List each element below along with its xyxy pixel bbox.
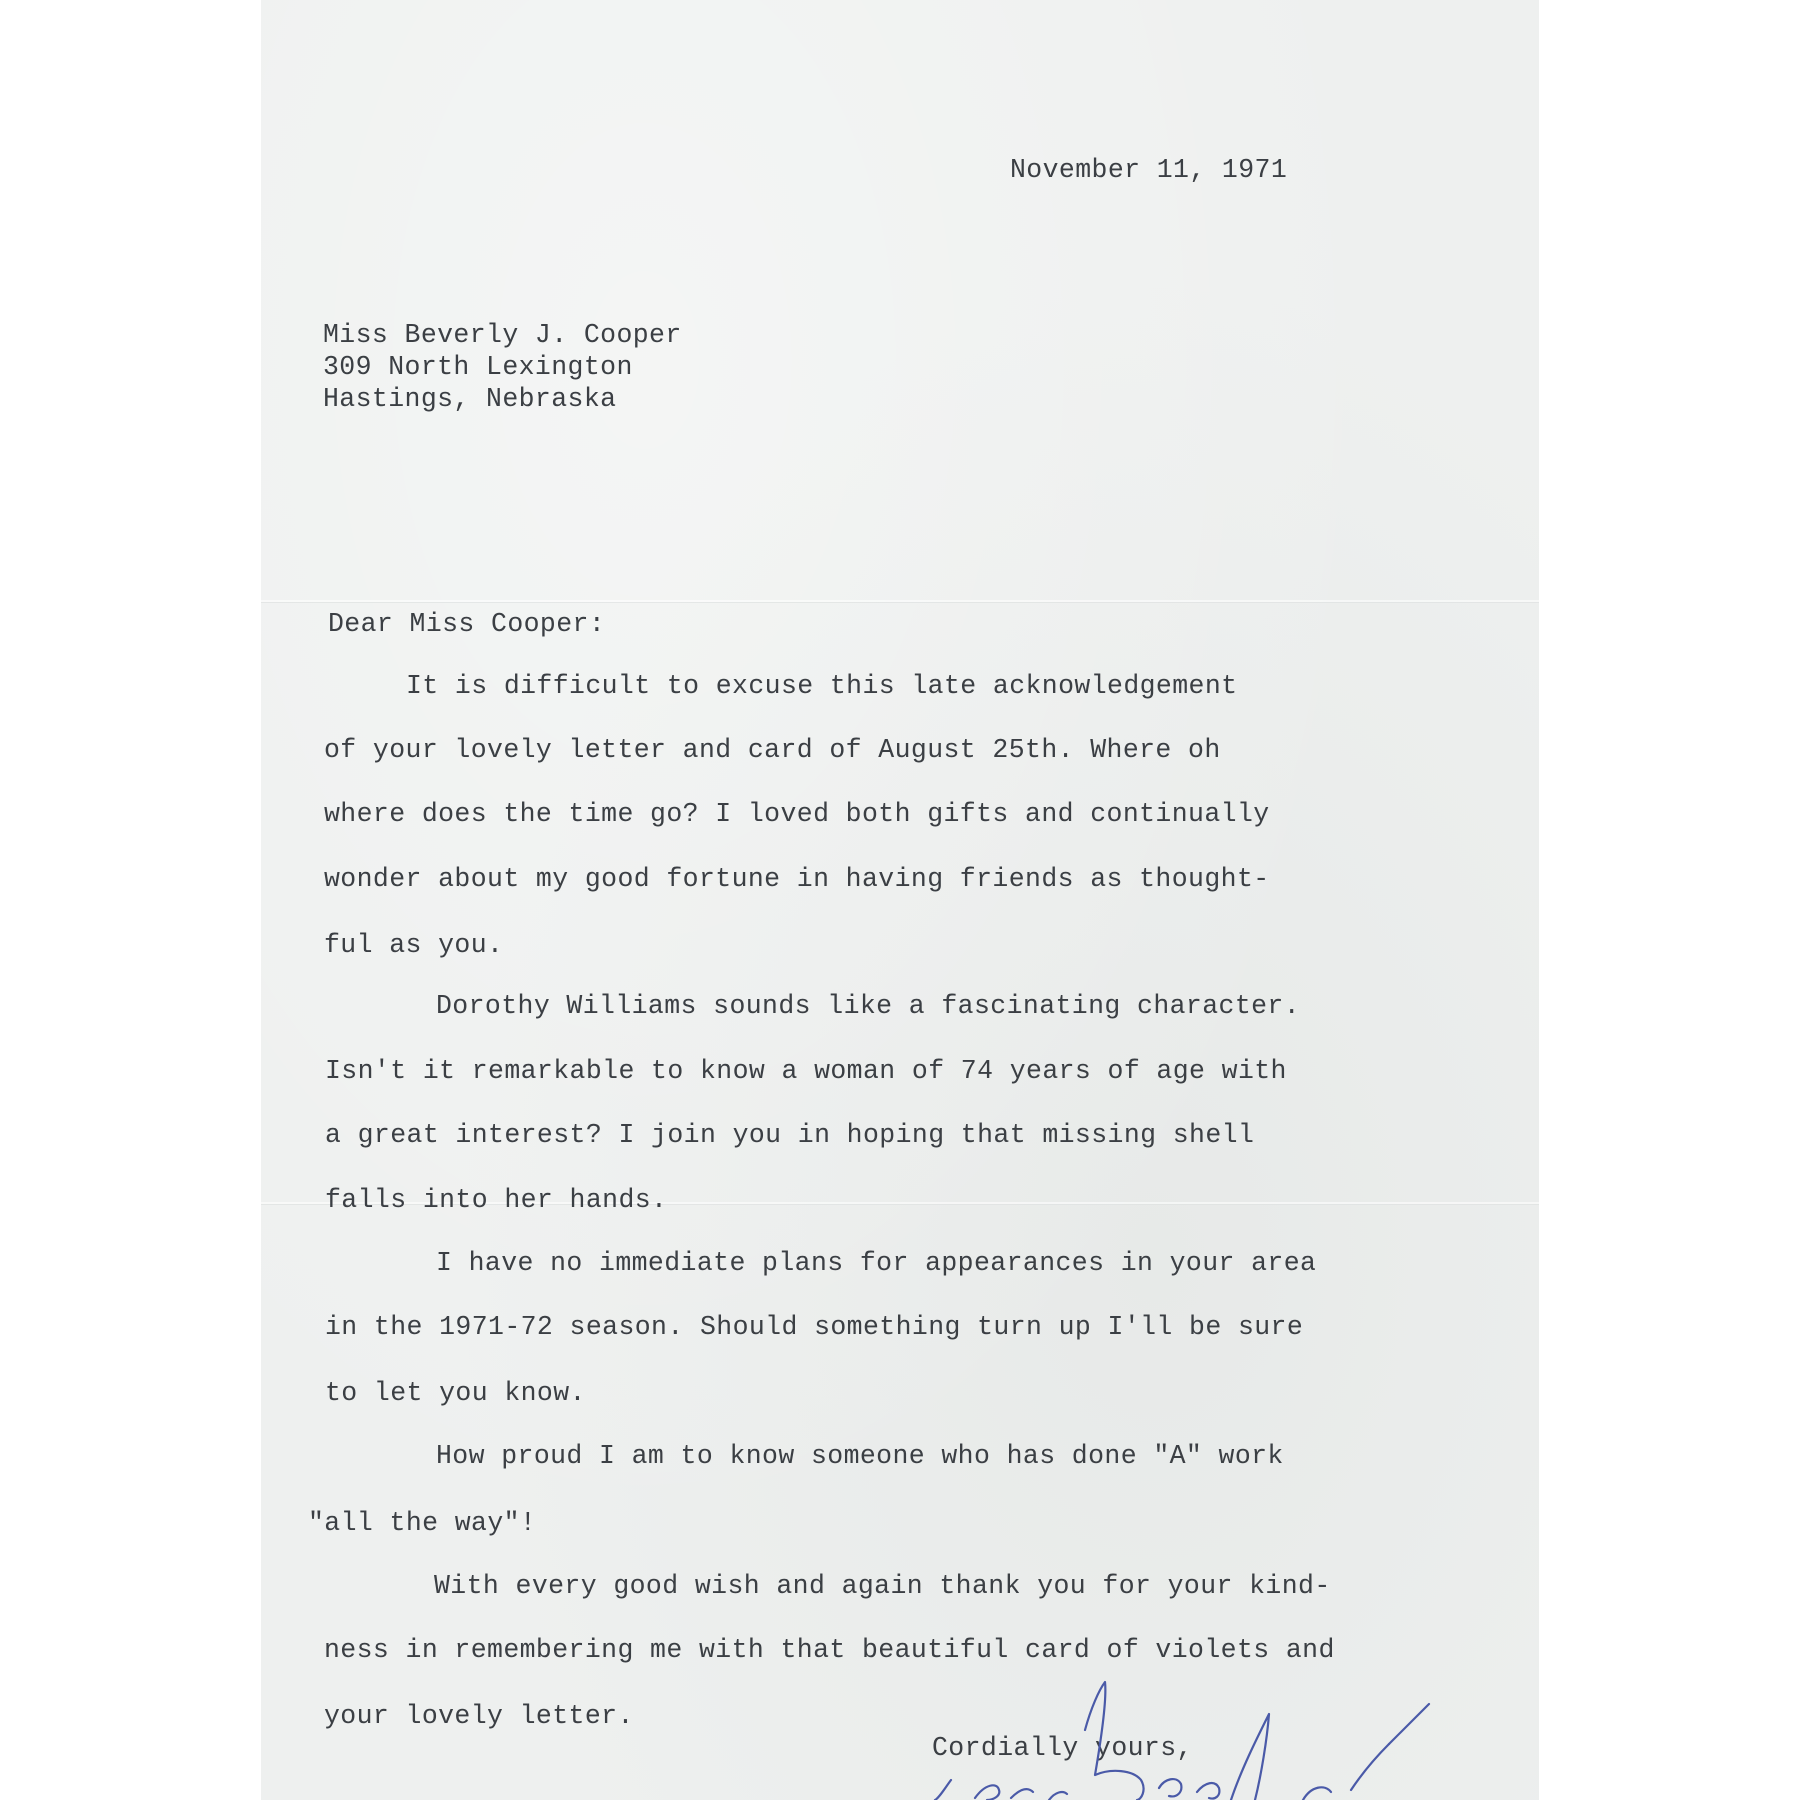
signature-stroke: [1159, 1779, 1181, 1796]
signature-stroke: [1303, 1787, 1331, 1800]
body-line: I have no immediate plans for appearances in your area: [436, 1248, 1317, 1278]
body-line: wonder about my good fortune in having friends as thought-: [324, 864, 1270, 894]
signature-stroke: [1011, 1789, 1033, 1798]
signature-stroke: [935, 1780, 951, 1800]
signature-stroke: [1197, 1783, 1219, 1798]
body-line: Dorothy Williams sounds like a fascinating character.: [436, 991, 1301, 1021]
signature-stroke: [1351, 1744, 1389, 1790]
body-line: where does the time go? I loved both gifts and continually: [324, 799, 1270, 829]
body-line: in the 1971-72 season. Should something turn up I'll be sure: [325, 1312, 1304, 1342]
recipient-city: Hastings, Nebraska: [323, 384, 617, 414]
body-line: Isn't it remarkable to know a woman of 74 years of age with: [325, 1056, 1287, 1086]
handwritten-signature: [915, 1680, 1435, 1800]
salutation: Dear Miss Cooper:: [328, 609, 606, 639]
signature-stroke: [1231, 1714, 1269, 1800]
paper-fold-line: [261, 600, 1539, 603]
letter-date: November 11, 1971: [1010, 155, 1288, 185]
recipient-street: 309 North Lexington: [323, 352, 633, 382]
body-line: "all the way"!: [308, 1508, 537, 1538]
body-line: your lovely letter.: [324, 1701, 634, 1731]
body-line: With every good wish and again thank you for your kind-: [434, 1571, 1331, 1601]
body-line: a great interest? I join you in hoping that missing shell: [325, 1120, 1255, 1150]
closing: Cordially yours,: [932, 1733, 1193, 1763]
body-line: How proud I am to know someone who has done "A" work: [436, 1441, 1284, 1471]
recipient-name: Miss Beverly J. Cooper: [323, 320, 682, 350]
signature-stroke: [1049, 1792, 1067, 1800]
body-line: ful as you.: [324, 930, 504, 960]
signature-stroke: [1389, 1704, 1429, 1744]
signature-stroke: [975, 1785, 999, 1800]
body-line: to let you know.: [325, 1378, 586, 1408]
body-line: of your lovely letter and card of August 25th. Where oh: [324, 735, 1221, 765]
body-line: ness in remembering me with that beautiful card of violets and: [324, 1635, 1335, 1665]
signature-stroke: [1085, 1682, 1144, 1800]
body-line: It is difficult to excuse this late acknowledgement: [406, 671, 1238, 701]
body-line: falls into her hands.: [325, 1185, 668, 1215]
